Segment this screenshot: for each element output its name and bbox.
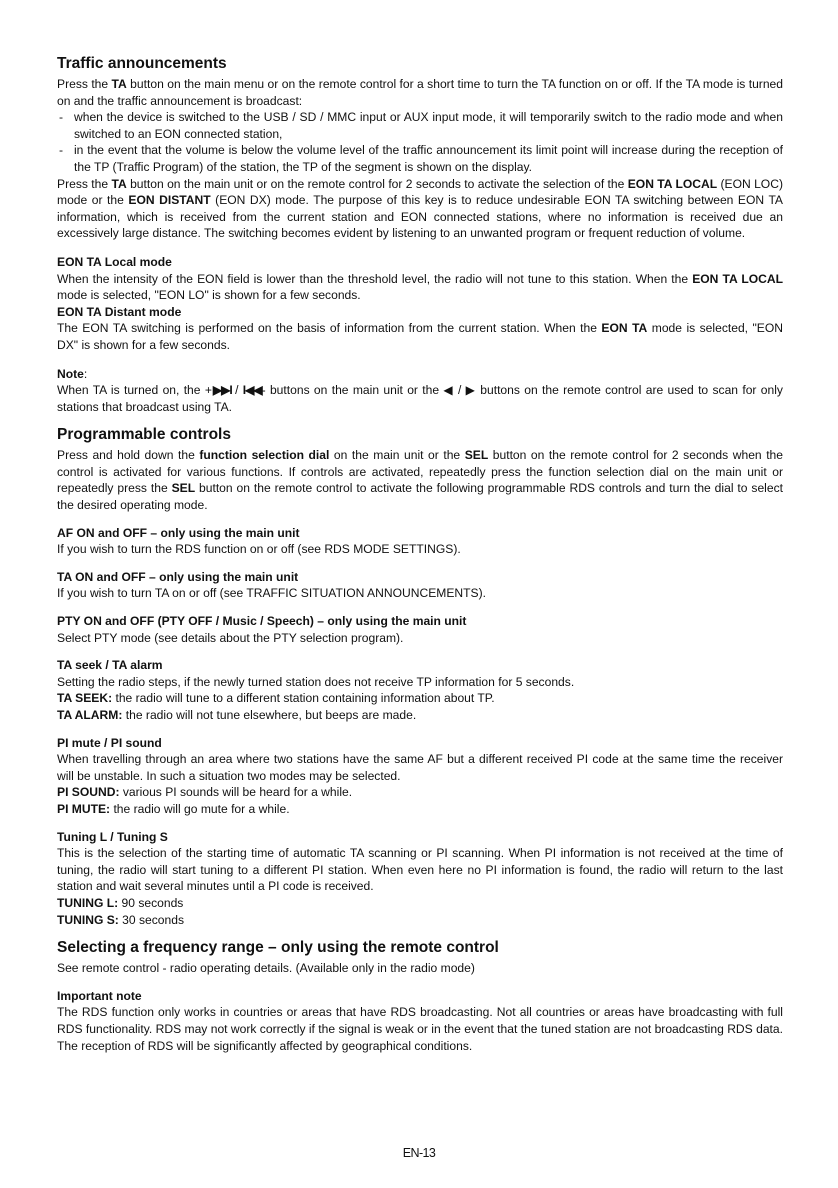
ta-seek-heading: TA seek / TA alarm [57,658,163,673]
eon-distant-paragraph [57,320,783,353]
manual-page [57,54,783,1054]
af-heading: AF ON and OFF – only using the main unit [57,525,300,540]
eon-ta-local-label: EON TA LOCAL [627,176,718,191]
frequency-range-title: Selecting a frequency range – only using the remote control [57,939,499,957]
sel-key-label: SEL [464,448,489,463]
pi-mute-definition [57,801,783,818]
pi-sound-label: PI SOUND: [57,785,120,800]
programmable-controls-title: Programmable controls [57,426,231,444]
eon-distant-label: EON DISTANT [128,193,211,208]
important-note-heading: Important note [57,988,142,1003]
list-item: - when the device is switched to the USB / SD / MMC input or AUX input mode, it will temporarily switch to the radio mode and when switched to an EON connected station, [57,109,783,142]
text: When TA is turned on, the + [57,383,212,398]
text: : [83,366,88,381]
ta-seek-paragraph: Setting the radio steps, if the newly turned station does not receive TP information for 5 seconds. [57,674,575,689]
right-arrow-icon: ▶ [465,383,476,398]
text: / [453,383,466,398]
tuning-l-definition [57,895,783,912]
pi-mute-label: PI MUTE: [57,801,111,816]
frequency-range-paragraph: See remote control - radio operating details. (Available only in the radio mode) [57,961,475,976]
ta-key-label: TA [111,176,127,191]
text: various PI sounds will be heard for a while. [119,785,353,800]
page-number: EN-13 [402,1146,436,1160]
traffic-intro-paragraph [57,76,783,109]
text: buttons on the remote control are used to scan for only stations that broadcast using TA. [57,383,783,414]
pi-sound-definition [57,784,783,801]
text: mode is selected, "EON DX" is shown for a few seconds. [57,321,783,352]
pi-heading: PI mute / PI sound [57,735,162,750]
text: Press the [57,176,112,191]
text: mode is selected, "EON LO" is shown for a few seconds. [57,288,361,303]
text: on the main unit or the [329,448,465,463]
traffic-conditions-list [57,109,783,175]
text: 90 seconds [118,895,184,910]
text: button on the remote control to activate the following programmable RDS controls and turn the dial to select the desired operating mode. [57,481,783,513]
ta-seek-label: TA SEEK: [57,691,113,706]
next-track-icon: ▶▶I [211,383,231,398]
text: Press and hold down the [57,448,200,463]
eon-local-paragraph [57,271,783,304]
important-note-paragraph: The RDS function only works in countries or areas that have RDS broadcasting. Not all countries or areas have broadcasting with full RDS functionality. RDS may not work correctly if the signal is weak or in the event that the tuned station are not broadcasting RDS data. The reception of RDS will be significantly affected by geographical conditions. [57,1005,783,1053]
text: (EON DX) mode. The purpose of this key is to reduce undesirable EON TA switching between EON TA information, which is received from the current station and EON connected stations, where no information is received due an excessively large distance. The switching becomes evident by listening to an unwanted program or frequent reduction of volume. [57,193,783,241]
note-paragraph [57,382,783,415]
note-heading [57,366,783,383]
eon-local-heading: EON TA Local mode [57,254,172,269]
previous-track-icon: I◀◀ [242,383,262,398]
eon-ta-local-label: EON TA LOCAL [692,271,783,286]
ta-alarm-definition [57,707,783,724]
tuning-heading: Tuning L / Tuning S [57,829,168,844]
ta-seek-definition [57,690,783,707]
text: (EON LOC) mode or the [57,176,783,208]
text: the radio will tune to a different station containing information about TP. [112,691,495,706]
programmable-paragraph [57,447,783,513]
text: button on the remote control for 2 seconds when the control is activated for various functions. If controls are activated, repeatedly press the function selection dial on the main unit or repeatedly press the [57,448,784,496]
text: buttons on the main unit or the [265,383,444,398]
left-arrow-icon: ◀ [443,383,454,398]
ta-alarm-label: TA ALARM: [57,708,123,722]
note-label: Note [57,366,84,381]
tuning-paragraph: This is the selection of the starting time of automatic TA scanning or PI scanning. When PI information is not received at the time of tuning, the radio will start tuning to a different PI station. When even here no PI information is found, the radio will return to the last station and wait several minutes until a PI code is received. [57,846,783,894]
ta-onoff-heading: TA ON and OFF – only using the main unit [57,569,299,584]
traffic-announcements-title: Traffic announcements [57,55,227,72]
text: - [261,383,266,398]
tuning-s-definition [57,912,783,929]
function-dial-label: function selection dial [199,448,330,463]
eon-selection-paragraph [57,176,783,242]
pty-paragraph: Select PTY mode (see details about the PTY selection program). [57,630,404,645]
list-item: - in the event that the volume is below the volume level of the traffic announcement its limit point will increase during the reception of the TP (Traffic Program) of the station, the TP of the segment is shown on the display. [57,142,783,175]
af-paragraph: If you wish to turn the RDS function on or off (see RDS MODE SETTINGS). [57,542,461,557]
text: The EON TA switching is performed on the basis of information from the current station. When the [57,321,602,336]
eon-distant-heading: EON TA Distant mode [57,304,182,319]
pty-heading: PTY ON and OFF (PTY OFF / Music / Speech) – only using the main unit [57,614,467,629]
sel-key-label: SEL [171,481,196,496]
pi-paragraph: When travelling through an area where two stations have the same AF but a different received PI code at the same time the receiver will be unstable. In such a situation two modes may be selected. [57,752,783,783]
ta-onoff-paragraph: If you wish to turn TA on or off (see TRAFFIC SITUATION ANNOUNCEMENTS). [57,586,486,601]
text: / [230,383,243,398]
eon-ta-label: EON TA [601,321,648,336]
text: When the intensity of the EON field is lower than the threshold level, the radio will not tune to this station. When the [57,271,693,286]
text: the radio will not tune elsewhere, but beeps are made. [122,708,417,722]
tuning-l-label: TUNING L: [57,895,119,910]
text: the radio will go mute for a while. [110,801,290,816]
text: Press the [57,77,112,91]
text: button on the main unit or on the remote control for 2 seconds to activate the selection of the [126,176,628,191]
text: button on the main menu or on the remote control for a short time to turn the TA function on or off. If the TA mode is turned on and the traffic announcement is broadcast: [57,77,784,108]
text: 30 seconds [118,912,185,927]
tuning-s-label: TUNING S: [57,912,119,927]
ta-key-label: TA [111,77,127,91]
